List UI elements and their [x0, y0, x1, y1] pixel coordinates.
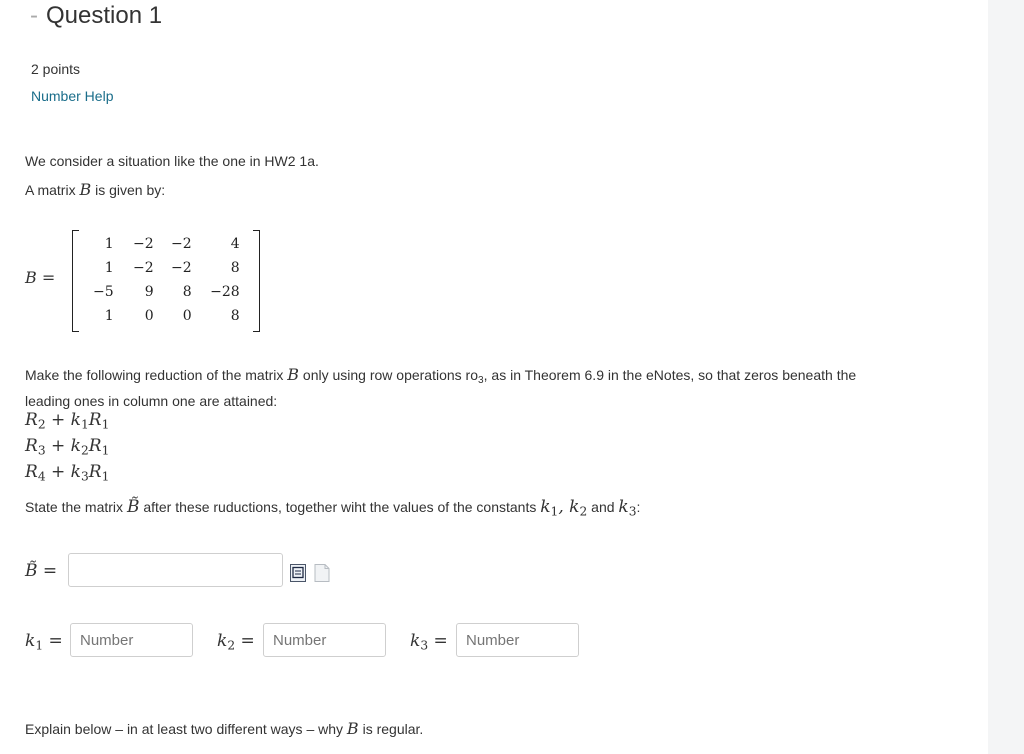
left-bracket: [72, 230, 79, 332]
matrix-cell: −2: [171, 260, 192, 276]
matrix-cell: 1: [104, 260, 114, 276]
matrix-editor-icon[interactable]: [290, 564, 306, 582]
right-scroll-gutter: [988, 0, 1024, 754]
explain-part: is regular.: [362, 721, 424, 737]
matrix-cell: −2: [171, 236, 192, 252]
matrix-cell: 8: [230, 260, 240, 276]
instruction-sub: 3: [478, 374, 484, 386]
intro-text: A matrix: [25, 182, 76, 198]
question-header[interactable]: [30, 2, 162, 30]
matrix-cell: 4: [230, 236, 240, 252]
instruction-var: B: [287, 365, 300, 384]
matrix-label: B =: [25, 268, 56, 287]
question-title: Question 1: [46, 2, 163, 29]
intro-text-post: is given by:: [95, 182, 166, 198]
state-part: :: [636, 499, 641, 515]
matrix-B: [25, 230, 265, 334]
instruction-text: [25, 364, 965, 412]
matrix-cell: −28: [210, 284, 240, 300]
btilde-var: B̃: [126, 497, 140, 517]
btilde-label: B̃ =: [25, 561, 58, 581]
instruction-part: Make the following reduction of the matrix: [25, 367, 284, 383]
matrix-cell: −5: [93, 284, 114, 300]
matrix-row: [83, 256, 240, 280]
matrix-table: [83, 232, 240, 328]
k3-input[interactable]: [456, 623, 579, 657]
instruction-line-2: leading ones in column one are attained:: [25, 392, 278, 409]
state-part: and: [591, 499, 615, 515]
matrix-var: B: [79, 180, 92, 199]
matrix-cell: −2: [133, 236, 154, 252]
row-op-3: $R_4 + k_3R_1$: [25, 462, 110, 484]
matrix-cell: −2: [133, 260, 154, 276]
state-text: State the matrix B̃ after these ruductions, together wiht the values of the constants $k_1$, $k_2$ and $k_3$:: [25, 497, 641, 519]
points-label: 2 points: [31, 61, 81, 77]
state-part: State the matrix: [25, 499, 124, 515]
matrix-row: [83, 232, 240, 256]
matrix-cell: 1: [104, 236, 114, 252]
intro-line-2: [25, 180, 165, 199]
matrix-cell: 8: [182, 284, 192, 300]
instruction-part: , as in Theorem 6.9 in the eNotes, so that zeros beneath the: [483, 367, 857, 383]
btilde-input[interactable]: [68, 553, 283, 587]
matrix-row: [83, 304, 240, 328]
matrix-cell: 9: [144, 284, 154, 300]
document-icon[interactable]: [314, 564, 330, 582]
k2-input[interactable]: [263, 623, 386, 657]
state-part: after these ruductions, together wiht the values of the constants: [143, 499, 537, 515]
row-op-1: $R_2 + k_1R_1$: [25, 410, 110, 432]
collapse-icon[interactable]: -: [30, 2, 38, 29]
number-help-link[interactable]: Number Help: [31, 88, 114, 104]
explain-var: B: [346, 719, 359, 738]
matrix-cell: 1: [104, 308, 114, 324]
matrix-cell: 0: [182, 308, 192, 324]
k1-label: $k_1$ =: [25, 631, 63, 653]
matrix-row: [83, 280, 240, 304]
k2-label: $k_2$ =: [217, 631, 255, 653]
instruction-part: only using row operations ro: [302, 367, 479, 383]
matrix-cell: 8: [230, 308, 240, 324]
explain-text: [25, 719, 423, 738]
explain-part: Explain below – in at least two different ways – why: [25, 721, 344, 737]
k3-label: $k_3$ =: [410, 631, 448, 653]
intro-line-1: We consider a situation like the one in HW2 1a.: [25, 153, 319, 169]
right-bracket: [253, 230, 260, 332]
matrix-cell: 0: [144, 308, 154, 324]
row-op-2: $R_3 + k_2R_1$: [25, 436, 110, 458]
k1-input[interactable]: [70, 623, 193, 657]
